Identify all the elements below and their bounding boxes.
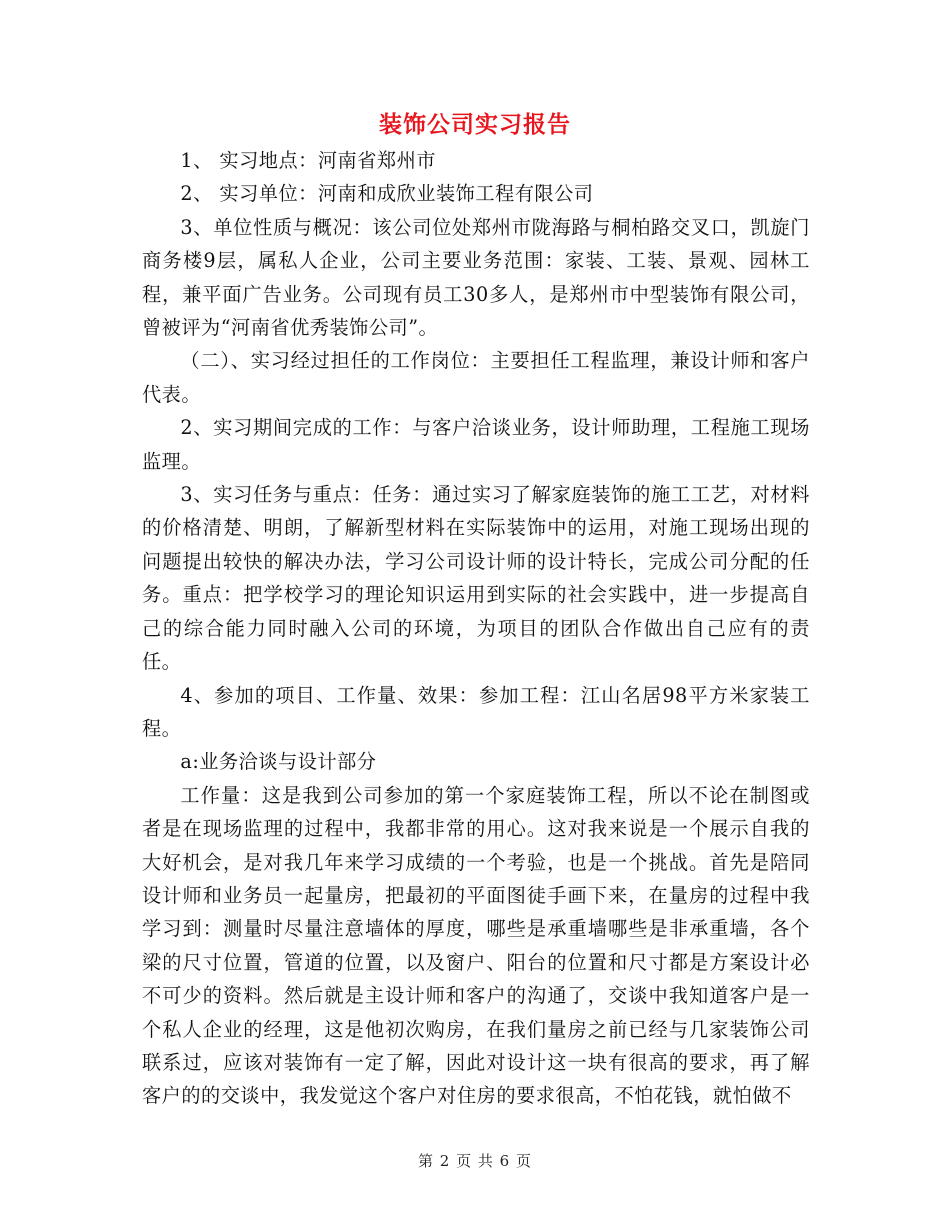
paragraph-work-done: 2、实习期间完成的工作：与客户洽谈业务，设计师助理，工程施工现场监理。 bbox=[142, 416, 810, 473]
paragraph-projects: 4、参加的项目、工作量、效果：参加工程：江山名居98平方米家装工程。 bbox=[142, 683, 810, 740]
paragraph-company-overview: 3、单位性质与概况：该公司位处郑州市陇海路与桐柏路交叉口，凯旋门商务楼9层，属私人企业，公司主要业务范围：家装、工装、景观、园林工程，兼平面广告业务。公司现有员工30多人，是郑州市中型装饰有限公司，曾被评为“河南省优秀装饰公司”。 bbox=[142, 215, 810, 340]
paragraph-tasks: 3、实习任务与重点：任务：通过实习了解家庭装饰的施工工艺，对材料的价格清楚、明朗，了解新型材料在实际装饰中的运用，对施工现场出现的问题提出较快的解决办法，学习公司设计师的设计特长，完成公司分配的任务。重点：把学校学习的理论知识运用到实际的社会实践中，进一步提高自己的综合能力同时融入公司的环境，为项目的团队合作做出自己应有的责任。 bbox=[142, 483, 810, 674]
paragraph-workload: 工作量：这是我到公司参加的第一个家庭装饰工程，所以不论在制图或者是在现场监理的过程中，我都非常的用心。这对我来说是一个展示自我的大好机会，是对我几年来学习成绩的一个考验，也是一个挑战。首先是陪同设计师和业务员一起量房，把最初的平面图徒手画下来，在量房的过程中我学习到：测量时尽量注意墙体的厚度，哪些是承重墙哪些是非承重墙，各个梁的尺寸位置，管道的位置，以及窗户、阳台的位置和尺寸都是方案设计必不可少的资料。然后就是主设计师和客户的沟通了，交谈中我知道客户是一个私人企业的经理，这是他初次购房，在我们量房之前已经与几家装饰公司联系过，应该对装饰有一定了解，因此对设计这一块有很高的要求，再了解客户的的交谈中，我发觉这个客户对住房的要求很高，不怕花钱，就怕做不 bbox=[142, 783, 810, 1108]
paragraph-location: 1、 实习地点：河南省郑州市 bbox=[180, 149, 436, 172]
paragraph-position: （二）、实习经过担任的工作岗位：主要担任工程监理，兼设计师和客户代表。 bbox=[142, 349, 810, 406]
page-footer: 第 2 页 共 6 页 bbox=[418, 1152, 532, 1170]
paragraph-section-a: a:业务洽谈与设计部分 bbox=[180, 750, 377, 774]
paragraph-company: 2、 实习单位：河南和成欣业装饰工程有限公司 bbox=[180, 182, 594, 206]
document-body bbox=[142, 144, 810, 1113]
document-title: 装饰公司实习报告 bbox=[379, 111, 571, 138]
